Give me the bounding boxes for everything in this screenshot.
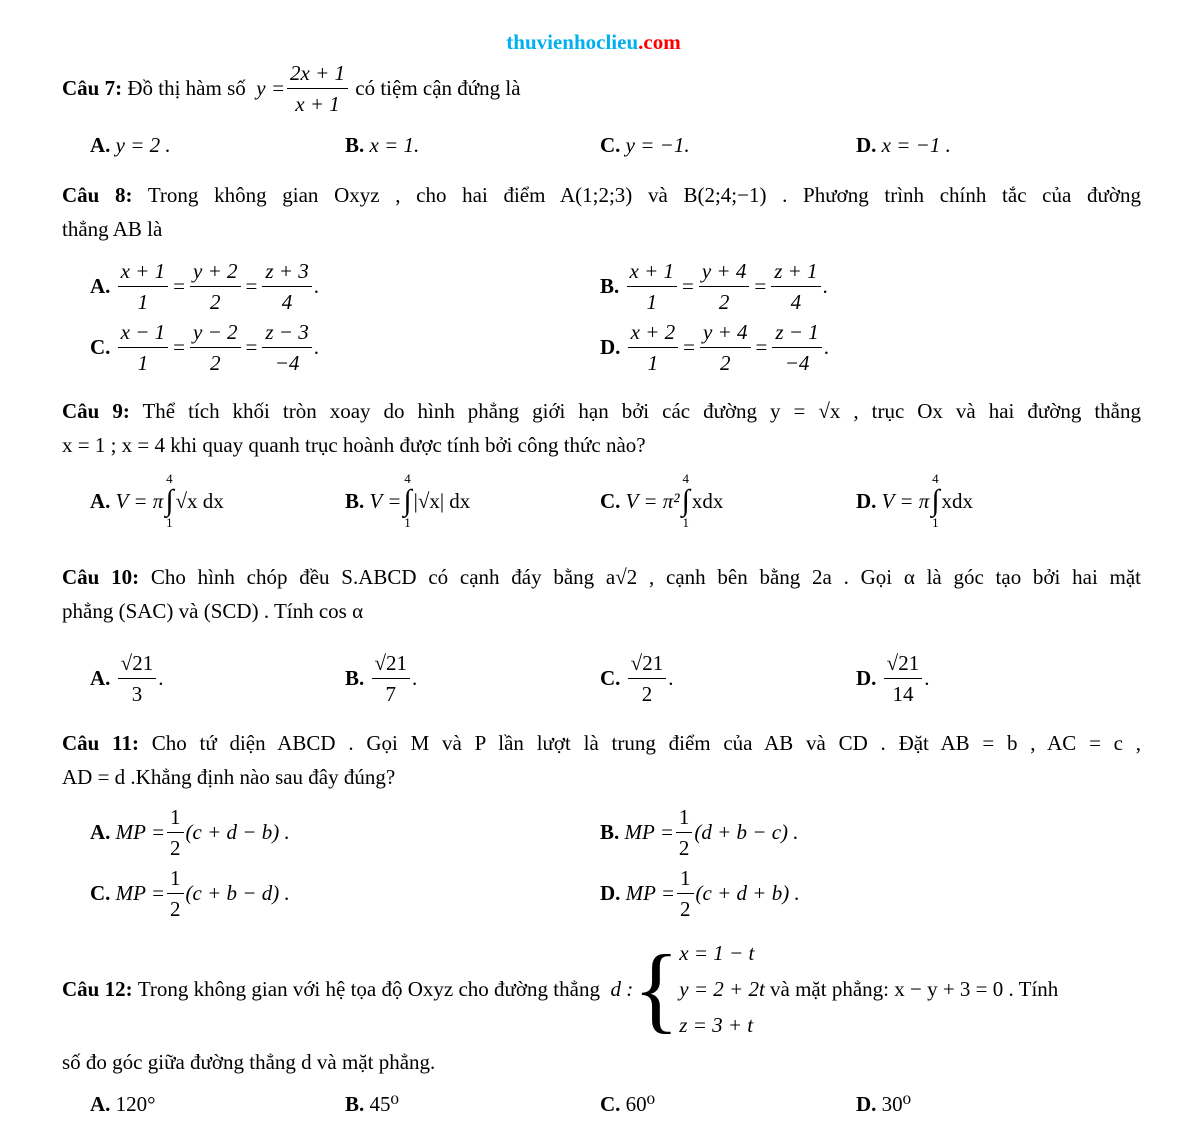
question-text: và mặt phẳng: x − y + 3 = 0 . Tính bbox=[770, 976, 1059, 1001]
denominator: 2 bbox=[678, 836, 690, 860]
option-c[interactable] bbox=[600, 1092, 655, 1117]
option-label: C. bbox=[90, 881, 111, 905]
option-d[interactable] bbox=[600, 865, 800, 922]
question-text: Đồ thị hàm số bbox=[127, 76, 246, 100]
denominator: 2 bbox=[720, 351, 731, 375]
fraction bbox=[118, 258, 169, 315]
numerator: 2x + 1 bbox=[287, 60, 348, 89]
integral-sign: 4 ∫ 1 bbox=[931, 471, 940, 530]
option-d[interactable]: D. $\frac{x + 2}{1}$ = $\frac{y + 4}{2}$ = $\frac{z - 1}{-4}$ . bbox=[600, 320, 829, 375]
denominator: 1 bbox=[137, 290, 149, 314]
option-b[interactable] bbox=[345, 472, 470, 530]
option-label: C. bbox=[600, 133, 621, 157]
question-label: Câu 8: bbox=[62, 183, 133, 207]
option-label: B. bbox=[345, 1092, 365, 1116]
question-12 bbox=[62, 935, 1058, 1043]
denominator: 2 bbox=[170, 897, 181, 921]
numerator: z − 1 bbox=[772, 319, 821, 348]
numerator: 1 bbox=[676, 804, 693, 833]
question-10 bbox=[62, 560, 1141, 628]
fraction bbox=[699, 258, 750, 315]
option-label: A. bbox=[90, 274, 111, 298]
option-b[interactable] bbox=[600, 804, 799, 861]
denominator: 4 bbox=[281, 290, 293, 314]
formula-lhs: MP = bbox=[115, 881, 166, 905]
option-b[interactable]: B. $\frac{x + 1}{1}$ = $\frac{y + 4}{2}$ = $\frac{z + 1}{4}$ . bbox=[600, 259, 828, 314]
numerator: x + 2 bbox=[628, 319, 679, 348]
lower-bound: 1 bbox=[404, 515, 411, 530]
option-label: D. bbox=[600, 881, 621, 905]
option-text: 60⁰ bbox=[625, 1092, 656, 1116]
site-header bbox=[0, 30, 1187, 55]
option-a[interactable]: A. $\frac{x + 1}{1}$ = $\frac{y + 2}{2}$ = $\frac{z + 3}{4}$ . bbox=[90, 259, 319, 314]
option-label: A. bbox=[90, 820, 111, 844]
question-text: Trong không gian Oxyz , cho hai điểm A(1;2;3) và B(2;4;−1) . Phương trình chính tắc của đường bbox=[147, 183, 1141, 207]
numerator: z + 1 bbox=[771, 258, 820, 287]
option-label: A. bbox=[90, 1092, 111, 1116]
option-text: y = −1. bbox=[625, 133, 690, 157]
denominator: 2 bbox=[210, 290, 221, 314]
site-domain: .com bbox=[638, 30, 681, 54]
option-text: 120° bbox=[115, 1092, 156, 1116]
numerator: 1 bbox=[677, 865, 694, 894]
upper-bound: 4 bbox=[932, 471, 939, 486]
option-label: B. bbox=[345, 666, 365, 690]
option-a[interactable] bbox=[90, 472, 224, 530]
vector-expression: (c + b − d) . bbox=[185, 881, 290, 905]
numerator: y − 2 bbox=[190, 319, 241, 348]
option-a[interactable]: A. $\frac{√21}{3}$ . bbox=[90, 651, 164, 706]
option-label: C. bbox=[600, 1092, 621, 1116]
integrand: xdx bbox=[941, 488, 974, 513]
option-c[interactable] bbox=[90, 865, 290, 922]
question-9 bbox=[62, 394, 1141, 462]
option-text: y = 2 . bbox=[115, 133, 171, 157]
formula-lhs: y = bbox=[256, 76, 286, 100]
formula-lhs: V = π bbox=[115, 488, 164, 513]
numerator: 1 bbox=[167, 865, 184, 894]
question-text-line2: x = 1 ; x = 4 khi quay quanh trục hoành được tính bởi công thức nào? bbox=[62, 433, 646, 457]
site-name: thuvienhoclieu bbox=[506, 30, 639, 54]
vector-expression: (c + d + b) . bbox=[695, 881, 800, 905]
fraction bbox=[262, 319, 311, 376]
option-text: 30⁰ bbox=[881, 1092, 912, 1116]
upper-bound: 4 bbox=[682, 471, 689, 486]
numerator: z + 3 bbox=[262, 258, 311, 287]
option-label: C. bbox=[90, 335, 111, 359]
numerator: 1 bbox=[167, 804, 184, 833]
denominator: 2 bbox=[641, 682, 653, 706]
numerator: y + 4 bbox=[700, 319, 751, 348]
formula-lhs: MP = bbox=[115, 820, 166, 844]
option-c[interactable] bbox=[600, 472, 723, 530]
question-label: Câu 12: bbox=[62, 976, 133, 1001]
brace-symbol: { bbox=[633, 935, 680, 1042]
numerator: x + 1 bbox=[118, 258, 169, 287]
integrand: |√x| dx bbox=[413, 488, 471, 513]
vector-expression: (d + b − c) . bbox=[694, 820, 799, 844]
lower-bound: 1 bbox=[682, 515, 689, 530]
upper-bound: 4 bbox=[166, 471, 173, 486]
question-label: Câu 11: bbox=[62, 731, 139, 755]
option-label: B. bbox=[600, 820, 620, 844]
option-c[interactable]: C. $\frac{√21}{2}$ . bbox=[600, 651, 674, 706]
option-text: x = 1. bbox=[369, 133, 420, 157]
question-label: Câu 9: bbox=[62, 399, 130, 423]
option-a[interactable] bbox=[90, 133, 171, 158]
question-text-line2: thẳng AB là bbox=[62, 217, 163, 241]
question-label: Câu 7: bbox=[62, 76, 123, 100]
integral-sign: 4 ∫ 1 bbox=[681, 471, 690, 530]
formula-lhs: V = bbox=[369, 488, 402, 513]
numerator: z − 3 bbox=[262, 319, 311, 348]
option-c[interactable]: C. $\frac{x - 1}{1}$ = $\frac{y - 2}{2}$ = $\frac{z - 3}{-4}$ . bbox=[90, 320, 319, 375]
option-d[interactable] bbox=[856, 133, 951, 158]
question-text: có tiệm cận đứng là bbox=[355, 76, 521, 100]
denominator: 4 bbox=[790, 290, 802, 314]
formula-lhs: V = π² bbox=[625, 488, 680, 513]
numerator: x − 1 bbox=[118, 319, 169, 348]
question-text: Thể tích khối tròn xoay do hình phẳng giới hạn bởi các đường y = √x , trục Ox và hai đường thẳng bbox=[142, 399, 1141, 423]
option-text: 45⁰ bbox=[369, 1092, 399, 1116]
fraction bbox=[771, 258, 820, 315]
equation-z: z = 3 + t bbox=[679, 1013, 754, 1037]
question-text: Cho hình chóp đều S.ABCD có cạnh đáy bằng a√2 , cạnh bên bằng 2a . Gọi α là góc tạo bởi hai mặt bbox=[150, 565, 1142, 589]
upper-bound: 4 bbox=[404, 471, 411, 486]
denominator: −4 bbox=[274, 351, 300, 375]
option-d[interactable]: D. $\frac{√21}{14}$ . bbox=[856, 651, 930, 706]
question-8 bbox=[62, 178, 1141, 246]
option-label: A. bbox=[90, 133, 111, 157]
parametric-system bbox=[679, 935, 765, 1043]
denominator: 1 bbox=[137, 351, 149, 375]
question-11 bbox=[62, 726, 1141, 794]
option-b[interactable] bbox=[345, 133, 419, 158]
option-label: C. bbox=[600, 666, 621, 690]
option-d[interactable] bbox=[856, 472, 973, 530]
integral-sign: 4 ∫ 1 bbox=[165, 471, 174, 530]
option-label: B. bbox=[345, 488, 365, 513]
integral-sign: 4 ∫ 1 bbox=[403, 471, 412, 530]
option-b[interactable] bbox=[345, 1092, 399, 1117]
question-text-line2: AD = d .Khẳng định nào sau đây đúng? bbox=[62, 765, 396, 789]
numerator: √21 bbox=[372, 650, 411, 679]
fraction bbox=[287, 60, 348, 117]
option-label: D. bbox=[856, 666, 877, 690]
question-label: Câu 10: bbox=[62, 565, 140, 589]
fraction bbox=[190, 258, 241, 315]
fraction bbox=[700, 319, 751, 376]
integrand: xdx bbox=[691, 488, 724, 513]
numerator: x + 1 bbox=[627, 258, 678, 287]
denominator: 14 bbox=[892, 682, 914, 706]
lower-bound: 1 bbox=[932, 515, 939, 530]
option-label: D. bbox=[856, 488, 877, 513]
formula-lhs: MP = bbox=[625, 881, 676, 905]
denominator: 7 bbox=[385, 682, 397, 706]
option-a[interactable] bbox=[90, 804, 290, 861]
numerator: √21 bbox=[884, 650, 923, 679]
denominator: 1 bbox=[646, 290, 658, 314]
equation-y: y = 2 + 2t bbox=[679, 977, 765, 1001]
option-label: C. bbox=[600, 488, 621, 513]
numerator: √21 bbox=[628, 650, 667, 679]
denominator: 2 bbox=[170, 836, 181, 860]
denominator: 2 bbox=[680, 897, 691, 921]
question-text: Cho tứ diện ABCD . Gọi M và P lần lượt là trung điểm của AB và CD . Đặt AB = b , AC = c , bbox=[151, 731, 1142, 755]
integrand: √x dx bbox=[175, 488, 224, 513]
denominator: x + 1 bbox=[295, 92, 340, 116]
numerator: y + 4 bbox=[699, 258, 750, 287]
denominator: 3 bbox=[131, 682, 143, 706]
lower-bound: 1 bbox=[166, 515, 173, 530]
option-label: A. bbox=[90, 488, 111, 513]
option-c[interactable] bbox=[600, 133, 690, 158]
option-label: D. bbox=[856, 133, 877, 157]
option-d[interactable] bbox=[856, 1092, 911, 1117]
question-7 bbox=[62, 60, 521, 117]
option-label: B. bbox=[600, 274, 620, 298]
formula-lhs: V = π bbox=[881, 488, 930, 513]
question-text: Trong không gian với hệ tọa độ Oxyz cho đường thẳng bbox=[137, 976, 600, 1001]
vector-expression: (c + d − b) . bbox=[185, 820, 290, 844]
numerator: √21 bbox=[118, 650, 157, 679]
denominator: 2 bbox=[718, 290, 730, 314]
question-text-line2: số đo góc giữa đường thẳng d và mặt phẳng. bbox=[62, 1050, 436, 1074]
option-label: D. bbox=[600, 335, 621, 359]
fraction bbox=[190, 319, 241, 376]
denominator: 1 bbox=[647, 351, 659, 375]
fraction bbox=[118, 319, 169, 376]
option-b[interactable]: B. $\frac{√21}{7}$ . bbox=[345, 651, 418, 706]
denominator: −4 bbox=[784, 351, 810, 375]
fraction bbox=[628, 319, 679, 376]
option-label: B. bbox=[345, 133, 365, 157]
fraction bbox=[627, 258, 678, 315]
fraction bbox=[262, 258, 311, 315]
formula-lhs: MP = bbox=[624, 820, 674, 844]
option-a[interactable] bbox=[90, 1092, 156, 1117]
fraction bbox=[772, 319, 821, 376]
equation-x: x = 1 − t bbox=[679, 941, 755, 965]
numerator: y + 2 bbox=[190, 258, 241, 287]
question-text-line2: phẳng (SAC) và (SCD) . Tính cos α bbox=[62, 599, 364, 623]
line-name: d : bbox=[610, 976, 634, 1001]
option-text: x = −1 . bbox=[881, 133, 951, 157]
option-label: A. bbox=[90, 666, 111, 690]
option-label: D. bbox=[856, 1092, 877, 1116]
denominator: 2 bbox=[210, 351, 221, 375]
